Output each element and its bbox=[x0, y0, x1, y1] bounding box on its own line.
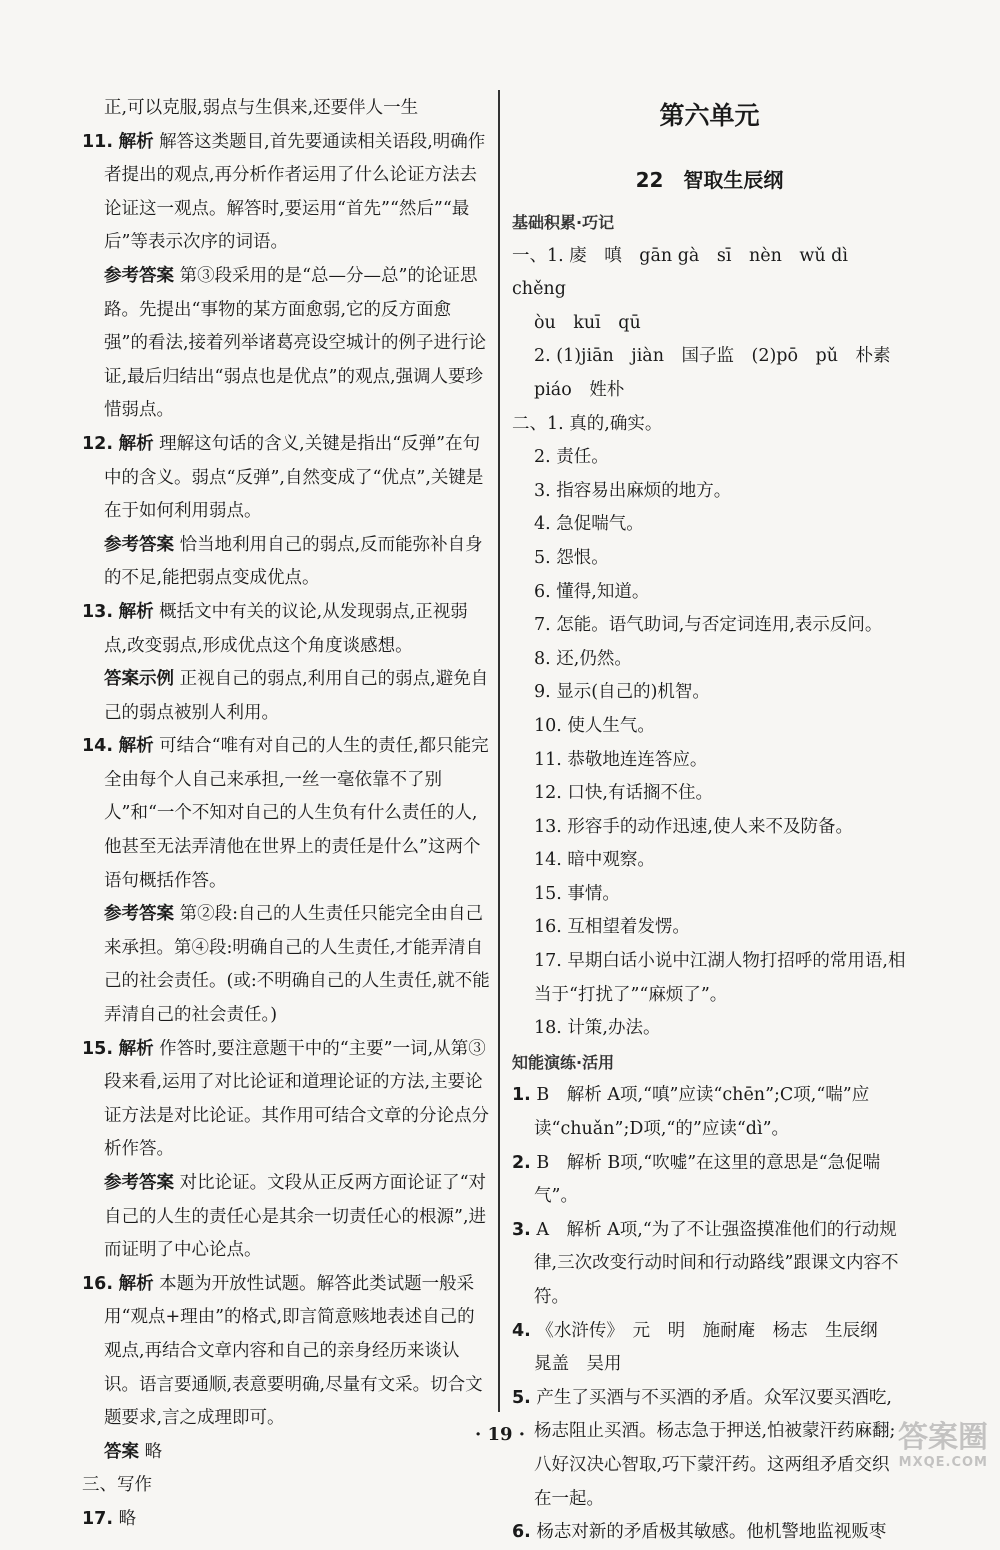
list-item bbox=[512, 1516, 907, 1550]
answer-text: 理解这句话的含义,关键是指出“反弹”在句中的含义。弱点“反弹”,自然变成了“优点”,关键是在于如何利用弱点。 bbox=[104, 433, 484, 522]
answer-text: A 解析 A项,“为了不让强盗摸准他们的行动规律,三次改变行动时间和行动路线”跟课文内容不符。 bbox=[534, 1219, 899, 1307]
answer-label: 参考答案 bbox=[104, 265, 174, 286]
answer-text: 正,可以克服,弱点与生俱来,还要伴人一生 bbox=[104, 98, 419, 118]
list-item: 18. 计策,办法。 bbox=[534, 1018, 661, 1039]
answer-paragraph bbox=[82, 1503, 490, 1537]
list-item: 9. 显示(自己的)机智。 bbox=[534, 682, 710, 703]
question-number: 1. bbox=[512, 1085, 531, 1106]
question-number: 16. bbox=[82, 1273, 114, 1294]
answer-label: 解析 bbox=[118, 433, 154, 454]
list-item: 一、1. 庱 嗔 gān gà sī nèn wǔ dì chěng bbox=[512, 245, 866, 300]
list-item bbox=[512, 1079, 907, 1146]
answer-text: B 解析 B项,“吹嘘”在这里的意思是“急促喘气”。 bbox=[534, 1152, 881, 1207]
left-column bbox=[82, 92, 490, 1537]
answer-text: 杨志对新的矛盾极其敏感。他机警地监视贩枣 bbox=[536, 1522, 887, 1543]
list-item: 二、1. 真的,确实。 bbox=[512, 413, 663, 434]
list-item: 12. 口快,有话搁不住。 bbox=[534, 783, 713, 804]
answer-label: 答案 bbox=[104, 1441, 139, 1462]
answer-text: 《水浒传》 元 明 施耐庵 杨志 生辰纲 晁盖 吴用 bbox=[534, 1320, 896, 1375]
answer-text: 第②段:自己的人生责任只能完全由自己来承担。第④段:明确自己的人生责任,才能弄清自己的社会责任。(或:不明确自己的人生责任,就不能弄清自己的社会责任。) bbox=[104, 904, 490, 1026]
list-item bbox=[512, 1315, 907, 1382]
section-heading-practice: 知能演练·活用 bbox=[512, 1052, 615, 1072]
question-number: 5. bbox=[512, 1387, 531, 1408]
right-column bbox=[512, 92, 907, 1550]
answer-text: 略 bbox=[144, 1441, 163, 1462]
answer-paragraph bbox=[82, 596, 490, 663]
question-number: 15. bbox=[82, 1038, 114, 1059]
answer-paragraph bbox=[82, 126, 490, 260]
answer-paragraph bbox=[82, 1268, 490, 1436]
answer-label: 参考答案 bbox=[104, 1173, 174, 1193]
answer-label: 参考答案 bbox=[104, 904, 174, 925]
lesson-title: 22 智取生辰纲 bbox=[635, 168, 784, 192]
question-number: 4. bbox=[512, 1320, 531, 1341]
answer-text: 作答时,要注意题干中的“主要”一词,从第③段来看,运用了对比论证和道理论证的方法,主要论证方法是对比论证。其作用可结合文章的分论点分析作答。 bbox=[104, 1038, 489, 1160]
list-item bbox=[512, 1214, 907, 1315]
list-item: 3. 指容易出麻烦的地方。 bbox=[534, 480, 732, 501]
answer-label: 答案示例 bbox=[104, 669, 174, 690]
answer-text: 概括文中有关的议论,从发现弱点,正视弱点,改变弱点,形成优点这个角度谈感想。 bbox=[104, 601, 468, 656]
list-item: 6. 懂得,知道。 bbox=[534, 581, 650, 602]
list-item: 14. 暗中观察。 bbox=[534, 850, 655, 871]
answer-label: 解析 bbox=[118, 601, 154, 622]
list-item: 2. (1)jiān jiàn 国子监 (2)pō pǔ 朴素 bbox=[534, 346, 891, 367]
list-item: 16. 互相望着发愣。 bbox=[534, 917, 690, 938]
answer-text: 正视自己的弱点,利用自己的弱点,避免自己的弱点被别人利用。 bbox=[104, 669, 489, 723]
list-item: 10. 使人生气。 bbox=[534, 715, 655, 736]
question-number: 11. bbox=[82, 131, 114, 152]
list-item: 17. 早期白话小说中江湖人物打招呼的常用语,相当于“打扰了”“麻烦了”。 bbox=[534, 951, 906, 1005]
list-item: 11. 恭敬地连连答应。 bbox=[534, 749, 708, 770]
question-number: 6. bbox=[512, 1522, 531, 1543]
answer-paragraph bbox=[82, 730, 490, 898]
question-number: 3. bbox=[512, 1219, 531, 1240]
answer-paragraph bbox=[82, 1033, 490, 1167]
answer-paragraph bbox=[82, 428, 490, 529]
answer-paragraph bbox=[82, 898, 490, 1032]
section-heading-basics: 基础积累·巧记 bbox=[512, 213, 615, 232]
answer-paragraph bbox=[82, 92, 490, 126]
answer-paragraph bbox=[82, 529, 490, 596]
list-item: 15. 事情。 bbox=[534, 883, 620, 904]
answer-text: 对比论证。文段从正反两方面论证了“对自己的人生的责任心是其余一切责任心的根源”,进而证明了中心论点。 bbox=[104, 1173, 487, 1261]
answer-paragraph bbox=[82, 260, 490, 428]
list-item bbox=[512, 1147, 907, 1214]
list-item: 2. 责任。 bbox=[534, 447, 609, 468]
list-item: 8. 还,仍然。 bbox=[534, 648, 632, 669]
answer-paragraph bbox=[82, 1469, 490, 1503]
question-number: 13. bbox=[82, 601, 114, 622]
page-number: · 19 · bbox=[474, 1424, 526, 1445]
list-item: 13. 形容手的动作迅速,使人来不及防备。 bbox=[534, 816, 853, 837]
answer-label: 解析 bbox=[118, 131, 154, 152]
answer-text: 略 bbox=[118, 1508, 137, 1529]
question-number: 2. bbox=[512, 1152, 531, 1173]
question-number: 12. bbox=[82, 433, 114, 454]
question-number: 17. bbox=[82, 1508, 114, 1529]
answer-text: 产生了买酒与不买酒的矛盾。众军汉要买酒吃,杨志阻止买酒。杨志急于押送,怕被蒙汗药麻翻;八好汉决心智取,巧下蒙汗药。这两组矛盾交织在一起。 bbox=[534, 1387, 896, 1509]
unit-title: 第六单元 bbox=[659, 101, 760, 130]
answer-text: B 解析 A项,“嗔”应读“chēn”;C项,“喘”应读“chuǎn”;D项,“的”应读“dì”。 bbox=[534, 1085, 870, 1140]
question-number: 14. bbox=[82, 736, 114, 757]
answer-text: 解答这类题目,首先要通读相关语段,明确作者提出的观点,再分析作者运用了什么论证方法去论证这一观点。解答时,要运用“首先”“然后”“最后”等表示次序的词语。 bbox=[104, 131, 486, 253]
list-item: piáo 姓朴 bbox=[534, 379, 625, 400]
answer-label: 解析 bbox=[118, 1273, 154, 1294]
practice-answers bbox=[512, 1079, 907, 1549]
basics-answers bbox=[512, 240, 907, 1046]
list-item: 5. 怨恨。 bbox=[534, 547, 609, 568]
list-item: òu kuī qū bbox=[534, 312, 641, 333]
column-divider bbox=[498, 90, 500, 1412]
list-item: 7. 怎能。语气助词,与否定词连用,表示反问。 bbox=[534, 615, 883, 636]
answer-text: 三、写作 bbox=[82, 1475, 152, 1496]
list-item: 4. 急促喘气。 bbox=[534, 514, 644, 535]
answer-text: 恰当地利用自己的弱点,反而能弥补自身的不足,能把弱点变成优点。 bbox=[104, 534, 483, 589]
answer-label: 解析 bbox=[118, 736, 154, 757]
answer-text: 本题为开放性试题。解答此类试题一般采用“观点+理由”的格式,即言简意赅地表述自己的观点,再结合文章内容和自己的亲身经历来谈认识。语言要通顺,表意要明确,尽量有文采。切合文题要求,言之成理即可。 bbox=[104, 1273, 483, 1429]
answer-label: 解析 bbox=[118, 1038, 154, 1059]
answer-paragraph bbox=[82, 663, 490, 730]
answer-text: 可结合“唯有对自己的人生的责任,都只能完全由每个人自己来承担,一丝一毫依靠不了别人”和“一个不知对自己的人生负有什么责任的人,他甚至无法弄清他在世界上的责任是什么”这两个语句概括作答。 bbox=[104, 736, 489, 891]
watermark-logo: 答案圈 MXQE.COM bbox=[898, 1420, 988, 1470]
answer-paragraph bbox=[82, 1167, 490, 1268]
answer-label: 参考答案 bbox=[104, 534, 174, 555]
answer-text: 第③段采用的是“总—分—总”的论证思路。先提出“事物的某方面愈弱,它的反方面愈强”的看法,接着列举诸葛亮设空城计的例子进行论证,最后归结出“弱点也是优点”的观点,强调人要珍惜弱点。 bbox=[104, 265, 487, 421]
